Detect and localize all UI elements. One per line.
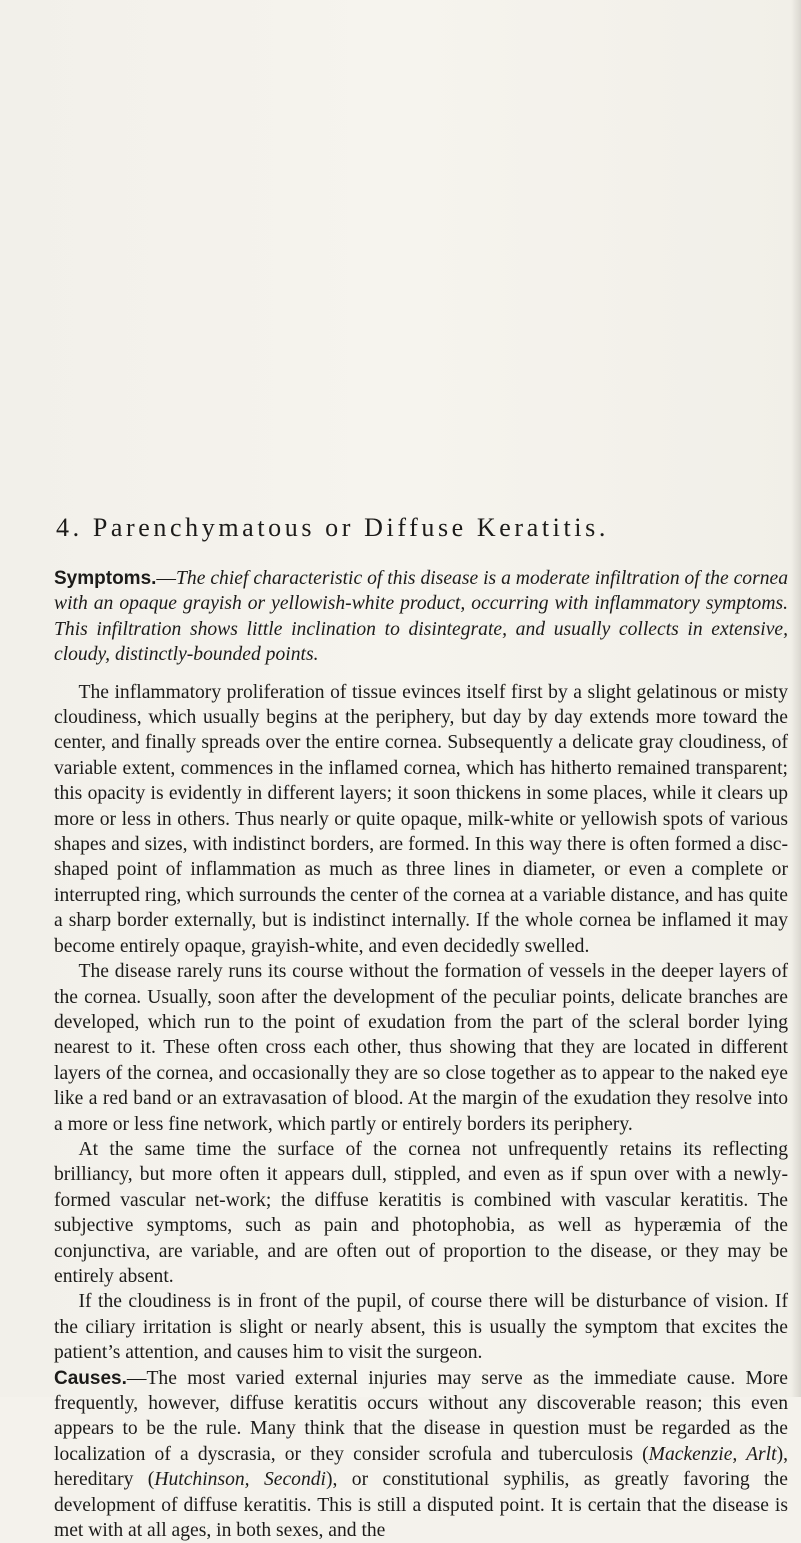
causes-paragraph — [54, 1366, 788, 1543]
chapter-number: 4. — [56, 513, 83, 542]
causes-text: ), hereditary ( — [54, 1443, 788, 1491]
body-paragraph: The disease rarely runs its course without the formation of vessels in the deeper layers of the cornea. Usually, soon after the development of the peculiar points, delicate branches are developed, which run to the point of exudation from the part of the scleral border lying nearest to it. These often cross each other, thus showing that they are located in different layers of the cornea, and occasionally they are so close together as to appear to the naked eye like a red band or an extravasation of blood. At the margin of the exudation they resolve into a more or less fine network, which partly or entirely borders its periphery. — [54, 961, 788, 1135]
causes-heading: Causes. — [54, 1367, 127, 1389]
page-edge-shadow — [791, 0, 801, 1397]
causes-dash: — — [126, 1367, 147, 1389]
symptoms-heading: Symptoms. — [54, 568, 157, 589]
body-paragraph: If the cloudiness is in front of the pupil, of course there will be disturbance of vision. If the ciliary irritation is slight or nearly absent, this is usually the symptom that excites the patient’s attention, and causes him to visit the surgeon. — [54, 1291, 788, 1364]
body-paragraph: The inflammatory proliferation of tissue evinces itself first by a slight gelatinous or misty cloudiness, which usually begins at the periphery, but day by day extends more toward the center, and finally spreads over the entire cornea. Subsequently a delicate gray cloudiness, of variable extent, commences in the inflamed cornea, which has hitherto remained transparent; this opacity is evidently in different layers; it soon thickens in some places, while it clears up more or less in others. Thus nearly or quite opaque, milk-white or yellowish spots of various shapes and sizes, with indistinct borders, are formed. In this way there is often formed a disc-shaped point of inflammation as much as three lines in diameter, or even a complete or interrupted ring, which surrounds the center of the cornea at a variable distance, and has quite a sharp border externally, but is indistinct internally. If the whole cornea be inflamed it may become entirely opaque, grayish-white, and even decidedly swelled. — [54, 681, 788, 957]
symptoms-summary-text: The chief characteristic of this disease is a moderate infiltration of the cornea with an opaque grayish or yellowish-white product, occurring with inflammatory symptoms. This infiltration shows little inclination to disintegrate, and usually collects in extensive, cloudy, distinctly-bounded points. — [54, 568, 788, 666]
page-body — [54, 512, 788, 1543]
chapter-title: Parenchymatous or Diffuse Keratitis. — [92, 513, 609, 542]
symptoms-summary — [54, 566, 788, 668]
chapter-heading — [54, 512, 788, 544]
citation: Mackenzie, Arlt — [648, 1443, 777, 1465]
citation: Hutchinson, Secondi — [154, 1469, 326, 1491]
causes-text: The most varied external injuries may serve as the immediate cause. More frequently, however, diffuse keratitis occurs without any discoverable reason; this even appears to be the rule. Many think that the disease in question must be regarded as the localization of a dyscrasia, or they consider scrofula and tuberculosis ( — [54, 1367, 788, 1465]
symptoms-dash: — — [156, 568, 177, 589]
body-paragraph: At the same time the surface of the cornea not unfrequently retains its reflecting brilliancy, but more often it appears dull, stippled, and even as if spun over with a newly-formed vascular net-work; the diffuse keratitis is combined with vascular keratitis. The subjective symptoms, such as pain and photophobia, as well as hyperæmia of the conjunctiva, are variable, and are often out of proportion to the disease, or they may be entirely absent. — [54, 1138, 788, 1287]
causes-text: ), or constitutional syphilis, as greatly favoring the development of diffuse keratitis. This is still a disputed point. It is certain that the disease is met with at all ages, in both sexes, and the — [54, 1469, 788, 1542]
